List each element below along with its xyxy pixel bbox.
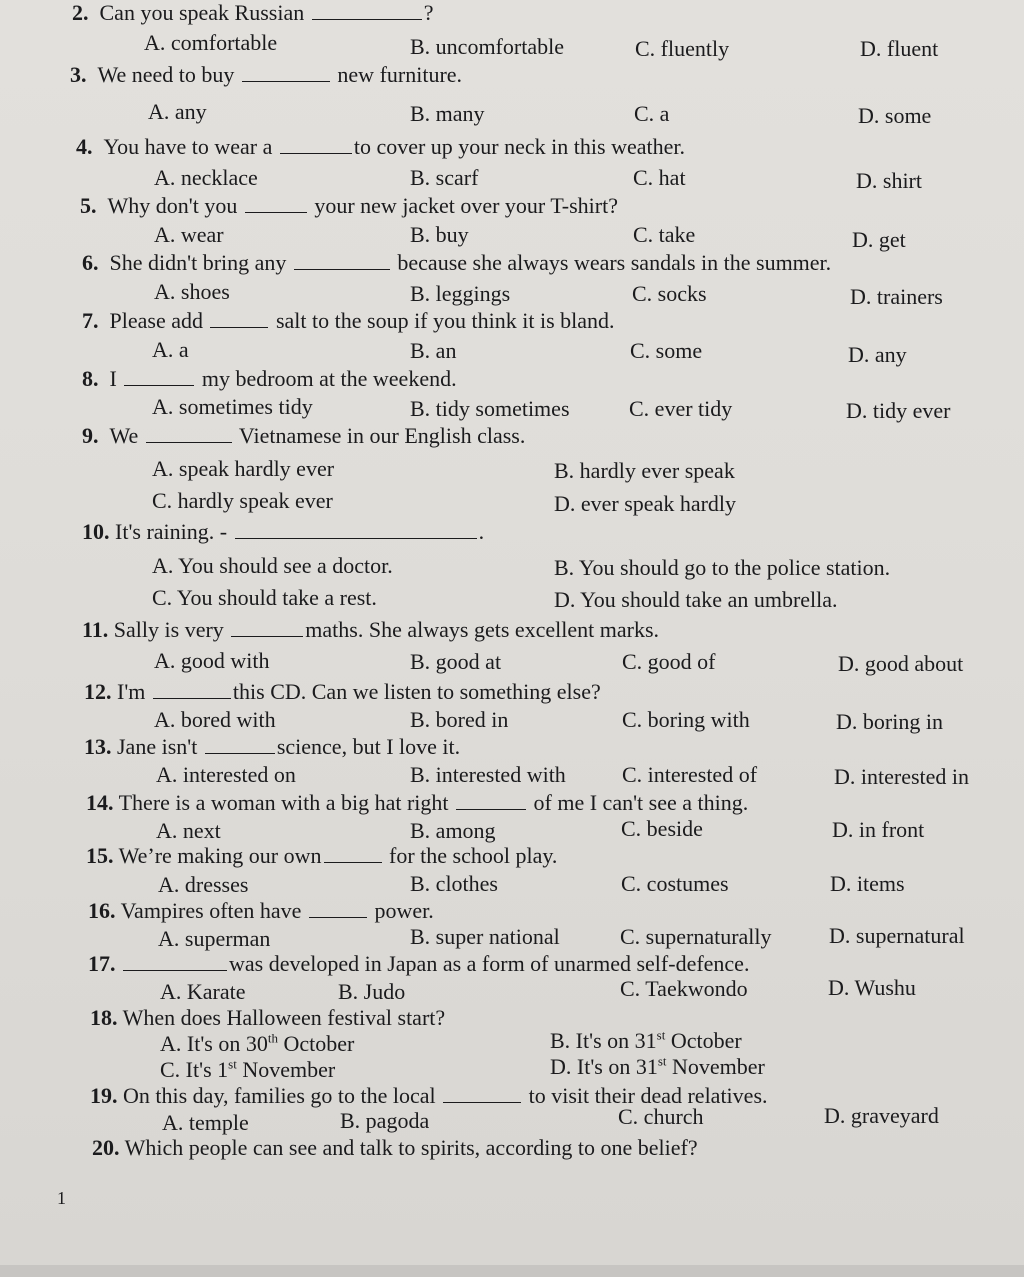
question-stem-end: power. [374, 898, 434, 923]
question-stem-end: for the school play. [389, 843, 558, 868]
question-stem-end: maths. She always gets excellent marks. [305, 617, 660, 642]
option-b: B. among [410, 818, 496, 843]
answer-blank [245, 194, 307, 213]
question-6 [82, 250, 831, 276]
option-a: A. necklace [154, 165, 258, 190]
option-c: C. ever tidy [629, 396, 733, 421]
answer-blank [124, 367, 194, 386]
option-a: A. sometimes tidy [152, 394, 313, 419]
option-a: A. Karate [160, 979, 246, 1004]
question-2 [72, 0, 433, 26]
option-d: D. good about [838, 651, 964, 676]
answer-blank [231, 618, 303, 637]
question-4 [76, 134, 685, 160]
answer-blank [456, 791, 526, 810]
answer-blank [153, 680, 231, 699]
option-a: A. good with [154, 648, 270, 673]
option-a: A. wear [154, 222, 224, 247]
question-number: 4. [76, 134, 93, 159]
option-d: D. trainers [850, 284, 943, 309]
option-a: A. dresses [158, 872, 249, 897]
question-stem: Vampires often have [120, 898, 302, 923]
question-stem-end: of me I can't see a thing. [533, 790, 749, 815]
option-b: B. Judo [338, 979, 406, 1004]
answer-blank [280, 135, 352, 154]
question-number: 5. [80, 193, 97, 218]
question-stem: Can you speak Russian [99, 0, 305, 25]
question-8 [82, 366, 457, 392]
question-stem-end: Vietnamese in our English class. [238, 423, 526, 448]
option-d: D. tidy ever [846, 398, 951, 423]
option-b: B. bored in [410, 707, 509, 732]
question-stem-end: new furniture. [337, 62, 463, 87]
option-b: B. pagoda [340, 1108, 430, 1133]
question-stem-end: science, but I love it. [276, 734, 461, 759]
option-b: B. You should go to the police station. [554, 555, 891, 580]
question-number: 8. [82, 366, 99, 391]
question-stem-end: because she always wears sandals in the summer. [397, 250, 832, 275]
question-stem: She didn't bring any [109, 250, 287, 275]
answer-blank [146, 424, 232, 443]
question-stem-end: this CD. Can we listen to something else? [232, 679, 601, 704]
question-number: 6. [82, 250, 99, 275]
answer-blank [210, 309, 268, 328]
question-17 [88, 951, 749, 977]
question-stem: You have to wear a [103, 134, 273, 159]
question-number: 7. [82, 308, 99, 333]
option-c: C. You should take a rest. [152, 585, 377, 610]
option-a: A. temple [162, 1110, 249, 1135]
option-a: A. next [156, 818, 221, 843]
question-12 [84, 679, 601, 705]
question-stem-end: to visit their dead relatives. [528, 1083, 768, 1108]
answer-blank [324, 844, 382, 863]
option-d: D. interested in [834, 764, 970, 789]
option-d: D. any [848, 342, 907, 367]
option-c: C. take [633, 222, 696, 247]
question-stem: We’re making our own [118, 843, 322, 868]
question-20 [92, 1135, 698, 1161]
option-c: C. good of [622, 649, 716, 674]
question-stem: On this day, families go to the local [123, 1083, 436, 1108]
question-stem: When does Halloween festival start? [122, 1005, 446, 1030]
option-b: B. hardly ever speak [554, 458, 735, 483]
answer-blank [294, 251, 390, 270]
option-a: A. comfortable [144, 30, 278, 55]
option-b: B. uncomfortable [410, 34, 564, 59]
option-c: C. hat [633, 165, 686, 190]
option-a: A. any [148, 99, 207, 124]
question-number: 17. [88, 951, 116, 976]
option-b: B. scarf [410, 165, 479, 190]
option-c: C. hardly speak ever [152, 488, 333, 513]
option-a: A. shoes [154, 279, 230, 304]
question-stem: Why don't you [107, 193, 238, 218]
answer-blank [309, 899, 367, 918]
option-a: A. interested on [156, 762, 296, 787]
option-c: C. fluently [635, 36, 730, 61]
question-number: 12. [84, 679, 112, 704]
answer-blank [123, 952, 227, 971]
question-number: 16. [88, 898, 116, 923]
option-d: D. boring in [836, 709, 943, 734]
option-c: C. beside [621, 816, 703, 841]
question-stem-end: your new jacket over your T-shirt? [314, 193, 618, 218]
question-number: 9. [82, 423, 99, 448]
option-d: D. fluent [860, 36, 939, 61]
question-stem: There is a woman with a big hat right [118, 790, 449, 815]
option-c: C. boring with [622, 707, 750, 732]
option-d: D. some [858, 103, 932, 128]
option-d: D. items [830, 871, 905, 896]
option-a: A. bored with [154, 707, 276, 732]
question-number: 19. [90, 1083, 118, 1108]
option-c: C. socks [632, 281, 707, 306]
option-d: D. supernatural [829, 923, 965, 948]
option-a: A. It's on 30th October [160, 1030, 355, 1056]
option-a: A. superman [158, 926, 271, 951]
question-stem-end: my bedroom at the weekend. [201, 366, 457, 391]
option-d: D. in front [832, 817, 925, 842]
question-11 [82, 617, 659, 643]
question-number: 15. [86, 843, 114, 868]
option-c: C. costumes [621, 871, 729, 896]
option-a: A. a [152, 337, 189, 362]
question-stem-end: . [478, 519, 485, 544]
option-d: D. It's on 31st November [550, 1053, 765, 1079]
option-b: B. interested with [410, 762, 566, 787]
option-b: B. buy [410, 222, 469, 247]
option-d: D. You should take an umbrella. [554, 587, 838, 612]
question-stem: I'm [117, 679, 146, 704]
question-stem-end: salt to the soup if you think it is bland. [275, 308, 615, 333]
option-d: D. ever speak hardly [554, 491, 737, 516]
question-number: 2. [72, 0, 89, 25]
page-number: 1 [57, 1188, 66, 1208]
option-c: C. some [630, 338, 703, 363]
question-3 [70, 62, 462, 88]
question-stem-end: ? [423, 0, 434, 25]
option-b: B. an [410, 338, 457, 363]
answer-blank [205, 735, 275, 754]
question-16 [88, 898, 434, 924]
question-number: 14. [86, 790, 114, 815]
question-number: 10. [82, 519, 110, 544]
question-number: 13. [84, 734, 112, 759]
question-9 [82, 423, 525, 449]
option-b: B. super national [410, 924, 560, 949]
question-number: 18. [90, 1005, 118, 1030]
option-c: C. supernaturally [620, 924, 772, 949]
question-stem: We need to buy [97, 62, 235, 87]
question-15 [86, 843, 557, 869]
question-number: 11. [82, 617, 109, 642]
answer-blank [312, 1, 422, 20]
question-7 [82, 308, 615, 334]
option-b: B. leggings [410, 281, 511, 306]
option-d: D. shirt [856, 168, 922, 193]
question-13 [84, 734, 460, 760]
answer-blank [443, 1084, 521, 1103]
option-d: D. graveyard [824, 1103, 939, 1128]
option-b: B. clothes [410, 871, 498, 896]
option-d: D. get [852, 227, 906, 252]
question-stem: I [109, 366, 117, 391]
question-number: 20. [92, 1135, 120, 1160]
option-c: C. Taekwondo [620, 976, 748, 1001]
answer-blank [235, 520, 477, 539]
option-b: B. good at [410, 649, 502, 674]
question-18 [90, 1005, 445, 1031]
option-a: A. speak hardly ever [152, 456, 335, 481]
option-a: A. You should see a doctor. [152, 553, 393, 578]
answer-blank [242, 63, 330, 82]
question-stem: Which people can see and talk to spirits, according to one belief? [124, 1135, 698, 1160]
question-stem: Please add [109, 308, 203, 333]
option-c: C. interested of [622, 762, 758, 787]
question-stem: Sally is very [113, 617, 224, 642]
option-b: B. many [410, 101, 485, 126]
question-stem: Jane isn't [117, 734, 198, 759]
page-edge [0, 1265, 1024, 1277]
question-10 [82, 519, 484, 545]
question-stem: We [109, 423, 139, 448]
option-d: D. Wushu [828, 975, 916, 1000]
question-stem-end: was developed in Japan as a form of unarmed self-defence. [229, 951, 750, 976]
option-b: B. tidy sometimes [410, 396, 570, 421]
question-stem: It's raining. - [115, 519, 228, 544]
option-b: B. It's on 31st October [550, 1027, 742, 1053]
question-number: 3. [70, 62, 87, 87]
option-c: C. It's 1st November [160, 1056, 336, 1082]
question-stem-end: to cover up your neck in this weather. [353, 134, 685, 159]
option-c: C. church [618, 1104, 704, 1129]
question-14 [86, 790, 748, 816]
question-5 [80, 193, 618, 219]
option-c: C. a [634, 101, 670, 126]
